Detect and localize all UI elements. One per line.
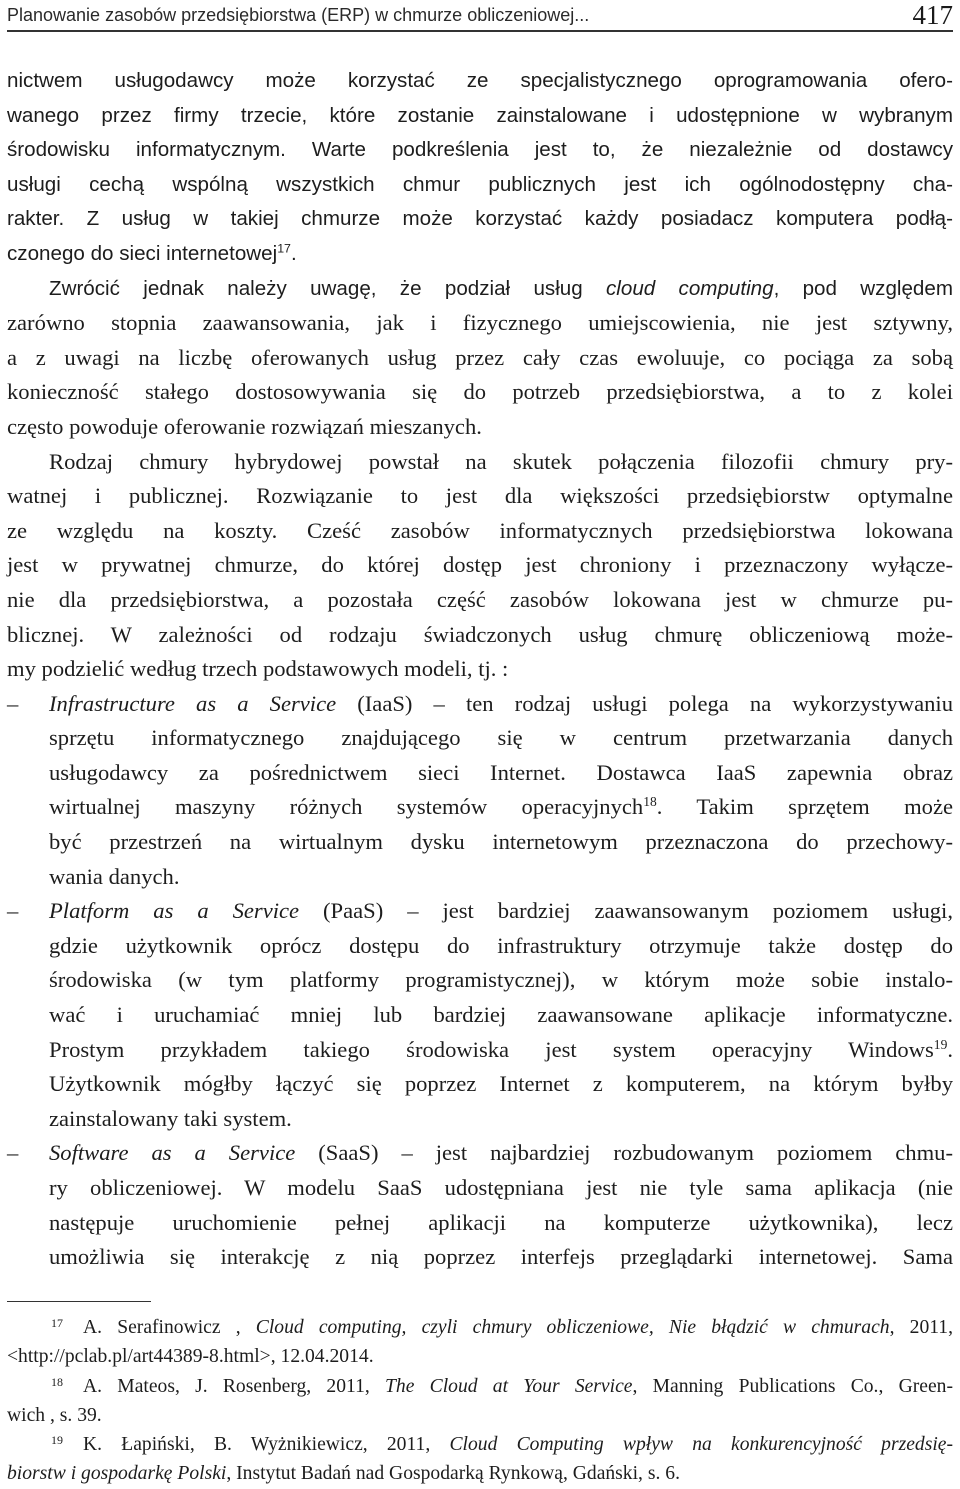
text-line: usługodawcy za pośrednictwem sieci Internet. Dostawca IaaS zapewnia obraz bbox=[49, 759, 953, 785]
text-line: wanego przez firmy trzecie, które zostanie zainstalowane i udostępnione w wybranym bbox=[7, 103, 953, 127]
text-line: a z uwagi na liczbę oferowanych usług przez cały czas ewoluuje, co pociąga za sobą bbox=[7, 344, 953, 370]
text-line: wirtualnej maszyny różnych systemów operacyjnych$^{18}$. Takim sprzętem może bbox=[49, 794, 953, 820]
list-dash: – bbox=[7, 690, 19, 716]
text-line: konieczność stałego dostosowywania się do potrzeb przedsiębiorstwa, a to z kolei bbox=[7, 379, 953, 405]
page-number: 417 bbox=[912, 0, 953, 30]
text-line: być przestrzeń na wirtualnym dysku internetowym przeznaczona do przechowy- bbox=[49, 829, 953, 855]
text-line: Zwrócić jednak należy uwagę, że podział usług cloud computing, pod względem bbox=[49, 276, 953, 300]
footnotes bbox=[7, 1313, 953, 1489]
list-dash: – bbox=[7, 898, 19, 924]
list-item-iaas: – Infrastructure as a Service (IaaS) – ten rodzaj usługi polega na wykorzystywaniu bbox=[7, 687, 953, 722]
chapter-title: Planowanie zasobów przedsiębiorstwa (ERP) w chmurze obliczeniowej... bbox=[7, 5, 590, 25]
text-line: wać i uruchamiać mniej lub bardziej zaawansowane aplikacje informatyczne. bbox=[49, 1002, 953, 1028]
list-item-saas: – Software as a Service (SaaS) – jest najbardziej rozbudowanym poziomem chmu- bbox=[7, 1136, 953, 1171]
footnote-ref-17[interactable]: 17 bbox=[277, 241, 291, 256]
text-line: usługi cechą wspólną wszystkich chmur publicznych jest ich ogólnodostępny cha- bbox=[7, 172, 953, 196]
text-line: nictwem usługodawcy może korzystać ze specjalistycznego oprogramowania ofero- bbox=[7, 69, 953, 92]
footnote-number: 18 bbox=[51, 1374, 63, 1389]
footnote-17: 17 A. Serafinowicz , Cloud computing, czyli chmury obliczeniowe, Nie błądzić w chmurach, 2011, bbox=[7, 1313, 953, 1342]
text-line: środowiska (w tym platformy programistycznej), w którym może sobie instalo- bbox=[49, 967, 953, 993]
text-line: my podzielić według trzech podstawowych modeli, tj. : bbox=[7, 656, 509, 682]
footnote-ref-18[interactable]: 18 bbox=[643, 794, 657, 810]
body-text bbox=[7, 64, 953, 1275]
footnote-number: 17 bbox=[51, 1316, 63, 1330]
footnote-ref-19[interactable]: 19 bbox=[933, 1036, 948, 1052]
footnote-line: wich , s. 39. bbox=[7, 1404, 102, 1426]
text-line: blicznej. W zależności od rodzaju świadczonych usług chmurę obliczeniową może- bbox=[7, 621, 953, 647]
text-line: umożliwia się interakcję z nią poprzez interfejs przeglądarki internetowej. Sama bbox=[49, 1244, 953, 1270]
footnote-19: 19 K. Łapiński, B. Wyżnikiewicz, 2011, Cloud Computing wpływ na konkurencyjność przedsię- bbox=[7, 1430, 953, 1459]
text-line: wania danych. bbox=[49, 863, 180, 889]
footnote-line: biorstw i gospodarkę Polski, Instytut Badań nad Gospodarką Rynkową, Gdański, s. 6. bbox=[7, 1463, 680, 1485]
text-line: gdzie użytkownik oprócz dostępu do infrastruktury otrzymuje także dostęp do bbox=[49, 932, 953, 958]
text-line: często powoduje oferowanie rozwiązań mieszanych. bbox=[7, 413, 482, 439]
list-item-paas: – Platform as a Service (PaaS) – jest bardziej zaawansowanym poziomem usługi, bbox=[7, 894, 953, 929]
text-line: środowisku informatycznym. Warte podkreślenia jest to, że niezależnie od dostawcy bbox=[7, 138, 953, 162]
text-line: ry obliczeniowej. W modelu SaaS udostępniana jest nie tyle sama aplikacja (nie bbox=[49, 1175, 953, 1200]
text-line: Użytkownik mógłby łączyć się poprzez Internet z komputerem, na którym byłby bbox=[49, 1071, 953, 1097]
list-dash: – bbox=[7, 1140, 19, 1166]
text-line: następuje uruchomienie pełnej aplikacji na komputerze użytkownika), lecz bbox=[49, 1209, 953, 1235]
header-rule bbox=[7, 30, 953, 32]
running-header bbox=[7, 0, 953, 30]
text-line: Prostym przykładem takiego środowiska jest system operacyjny Windows$^{19}$. bbox=[49, 1036, 953, 1062]
footnote-18: 18 A. Mateos, J. Rosenberg, 2011, The Cloud at Your Service, Manning Publications Co., Green- bbox=[7, 1372, 953, 1401]
text-line: watnej i publicznej. Rozwiązanie to jest dla większości przedsiębiorstw optymalne bbox=[7, 483, 953, 509]
text-line: Rodzaj chmury hybrydowej powstał na skutek połączenia filozofii chmury pry- bbox=[49, 448, 953, 474]
text-line: czonego do sieci internetowej$^{17}$. bbox=[7, 241, 297, 265]
footnote-number: 19 bbox=[51, 1433, 63, 1448]
text-line: zainstalowany taki system. bbox=[49, 1105, 292, 1131]
footnote-link[interactable]: <http://pclab.pl/art44389-8.html>, 12.04.2014. bbox=[7, 1346, 374, 1368]
footnote-rule bbox=[7, 1301, 151, 1302]
text-line: nie dla przedsiębiorstwa, a pozostała część zasobów lokowana jest w chmurze pu- bbox=[7, 586, 953, 612]
text-line: jest w prywatnej chmurze, do której dostęp jest chroniony i przeznaczony wyłącze- bbox=[7, 552, 953, 578]
text-line: ze względu na koszty. Cześć zasobów informatycznych przedsiębiorstwa lokowana bbox=[7, 517, 953, 543]
text-line: zarówno stopnia zaawansowania, jak i fizycznego umiejscowienia, nie jest sztywny, bbox=[7, 310, 953, 336]
text-line: rakter. Z usług w takiej chmurze może korzystać każdy posiadacz komputera podłą- bbox=[7, 207, 953, 231]
text-line: sprzętu informatycznego znajdującego się w centrum przetwarzania danych bbox=[49, 725, 953, 751]
